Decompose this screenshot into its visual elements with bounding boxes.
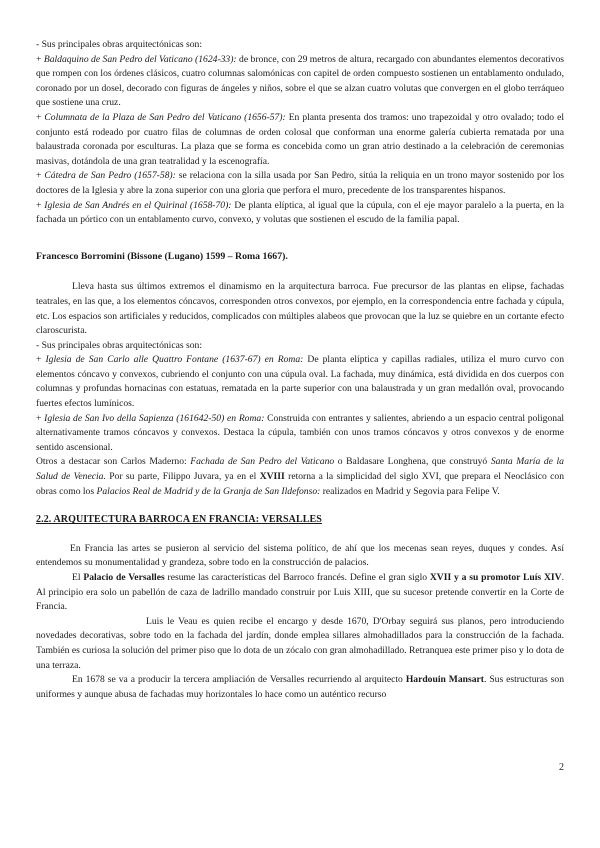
page-number: 2 [559,762,564,773]
work-san-carlo [36,353,564,411]
section-heading-francia: 2.2. ARQUITECTURA BARROCA EN FRANCIA: VERSALLES [36,514,322,526]
work-catedra [36,169,564,198]
francia-paragraph-2 [36,571,564,615]
bold-term: XVII y a su promotor Luís XIV [429,572,562,583]
work-text: se relaciona con la silla usada por San Pedro, sitúa la reliquia en un trono mayor sostenido por los doctores de la Iglesia y abre la zona superior con una gloria que perfora el muro, precedente de los transparentes hispanos. [36,170,565,196]
other-architects-paragraph [36,455,564,499]
work-title: Palacios Real de Madrid y de la Granja de San Ildefonso: [96,485,321,497]
bullet: + [36,412,45,424]
work-title: Iglesia de San Carlo alle Quattro Fontane (1637-67) en Roma: [45,354,304,366]
work-title: Cátedra de San Pedro (1657-58): [44,170,176,182]
francia-paragraph-1: En Francia las artes se pusieron al servicio del sistema político, de ahí que los mecenas sean reyes, duques y condes. Así entendemos su monumentalidad y grandeza, sobre todo en la construcción de palacios. [36,542,564,569]
bullet: + [36,111,45,123]
work-san-ivo [36,412,564,456]
bullet: + [36,170,45,182]
text-run: realizados en Madrid y Segovia para Felipe V. [320,485,500,497]
work-text: de bronce, con 29 metros de altura, recargado con abundantes elementos decorativos que rompen con los órdenes clásicos, cuatro columnas salomónicas con capitel de orden compuesto sostienen un entablamento ondulado, coronado por un dosel, decorado con figuras de ángeles y niños, sobre el que se alzan cuatro volutas que convergen en el globo terráqueo que sostiene una cruz. [36,53,565,109]
borromini-works-intro: - Sus principales obras arquitectónicas son: [36,339,202,351]
work-title: Columnata de la Plaza de San Pedro del Vaticano (1656-57): [44,111,286,123]
bold-term: Hardouin Mansart [405,674,484,686]
work-title: Baldaquino de San Pedro del Vaticano (1624-33): [43,53,237,65]
bullet: + [36,53,44,65]
text-run: retorna a la simplicidad del siglo XVI, que prepara el Neoclásico con obras como los [36,471,564,497]
bold-term: Palacio de Versalles [83,572,165,583]
text-run: Otros a destacar son Carlos Maderno: [36,456,191,468]
bernini-works-intro: - Sus principales obras arquitectónicas son: [36,39,202,50]
text-run: En 1678 se va a producir la tercera ampliación de Versalles recurriendo al arquitecto [72,674,406,686]
francia-paragraph-4 [36,673,564,702]
work-text: Construida con entrantes y salientes, abriendo a un espacio central poligonal alternativamente tramos cóncavos y convexos. Destaca la cúpula, también con unos tramos cóncavos y otros convexos y de enorme sentido ascensional. [36,412,564,453]
work-san-andres [36,199,564,228]
work-text: En planta presenta dos tramos: uno trapezoidal y otro ovalado; todo el conjunto está rodeado por cuatro filas de columnas de orden colosal que conforman una enorme galería cubierta rematada por una balaustrada coronada por esculturas. La plaza que se forma es concebida como un gran atrio destinado a la celebración de ceremonias masivas, dotándola de una gran teatralidad y la escenografía. [36,111,564,167]
work-text: De planta elíptica, al igual que la cúpula, con el eje mayor paralelo a la puerta, en la fachada un pórtico con un entablamento curvo, convexo, y volutas que sostienen el escudo de la familia papal. [36,199,564,226]
francia-paragraph-3: Luis le Veau es quien recibe el encargo y desde 1670, D'Orbay seguirá sus planos, pero introduciendo novedades decorativas, sobre todo en la fachada del jardín, donde emplea sillares almohadillados para la construcción de la fachada. También es curiosa la solución del primer piso que lo dota de un zócalo con gran almohadillado. Retranquea este primer piso y lo dota de una terraza. [36,615,564,671]
borromini-heading: Francesco Borromini (Bissone (Lugano) 1599 – Roma 1667). [36,250,288,262]
text-run: Por su parte, Filippo Juvara, ya en el [105,471,260,483]
bullet: + [36,199,45,211]
work-text: De planta elíptica y capillas radiales, utiliza el muro curvo con elementos cóncavo y convexos, cubriendo el conjunto con una cúpula oval. La fachada, muy dinámica, está dividida en dos cuerpos con columnas y profundas hornacinas con estatuas, rematada en la parte superior con una balaustrada y un gran medallón oval, provocando fuertes efectos lumínicos. [36,354,564,410]
work-title: Iglesia de San Ivo della Sapienza (161642-50) en Roma: [44,412,265,424]
work-title: Fachada de San Pedro del Vaticano [190,456,335,468]
work-title: Iglesia de San Andrés en el Quirinal (1658-70): [44,199,232,211]
bullet: + [36,354,46,366]
text-run: . Sus estructuras son uniformes y aunque abusa de fachadas muy horizontales lo hace como un auténtico recurso [36,674,564,700]
work-baldaquino [36,53,564,111]
text-run: o Baldasare Longhena, que construyó [334,456,491,468]
text-run: . Al principio era solo un pabellón de caza de ladrillo mandado construir por Luis XIII, que su sucesor pretende convertir en la Corte de Francia. [36,572,564,613]
work-columnata [36,111,564,169]
century-label: XVIII [259,471,285,483]
text-run: El [72,572,84,583]
borromini-intro-paragraph: Lleva hasta sus últimos extremos el dinamismo en la arquitectura barroca. Fue precursor de las plantas en elipse, fachadas teatrales, en las que, a los elementos cóncavos, corresponden otros convexos, por ejemplo, en la correspondencia entre fachada y cúpula, etc. Los espacios son artificiales y reducidos, complicados con múltiples alabeos que provocan que la luz se quiebre en un cortante efecto claroscurista. [36,281,564,337]
work-title: Santa María de la Salud de Venecia. [36,456,564,483]
text-run: resume las características del Barroco francés. Define el gran siglo [164,572,430,583]
